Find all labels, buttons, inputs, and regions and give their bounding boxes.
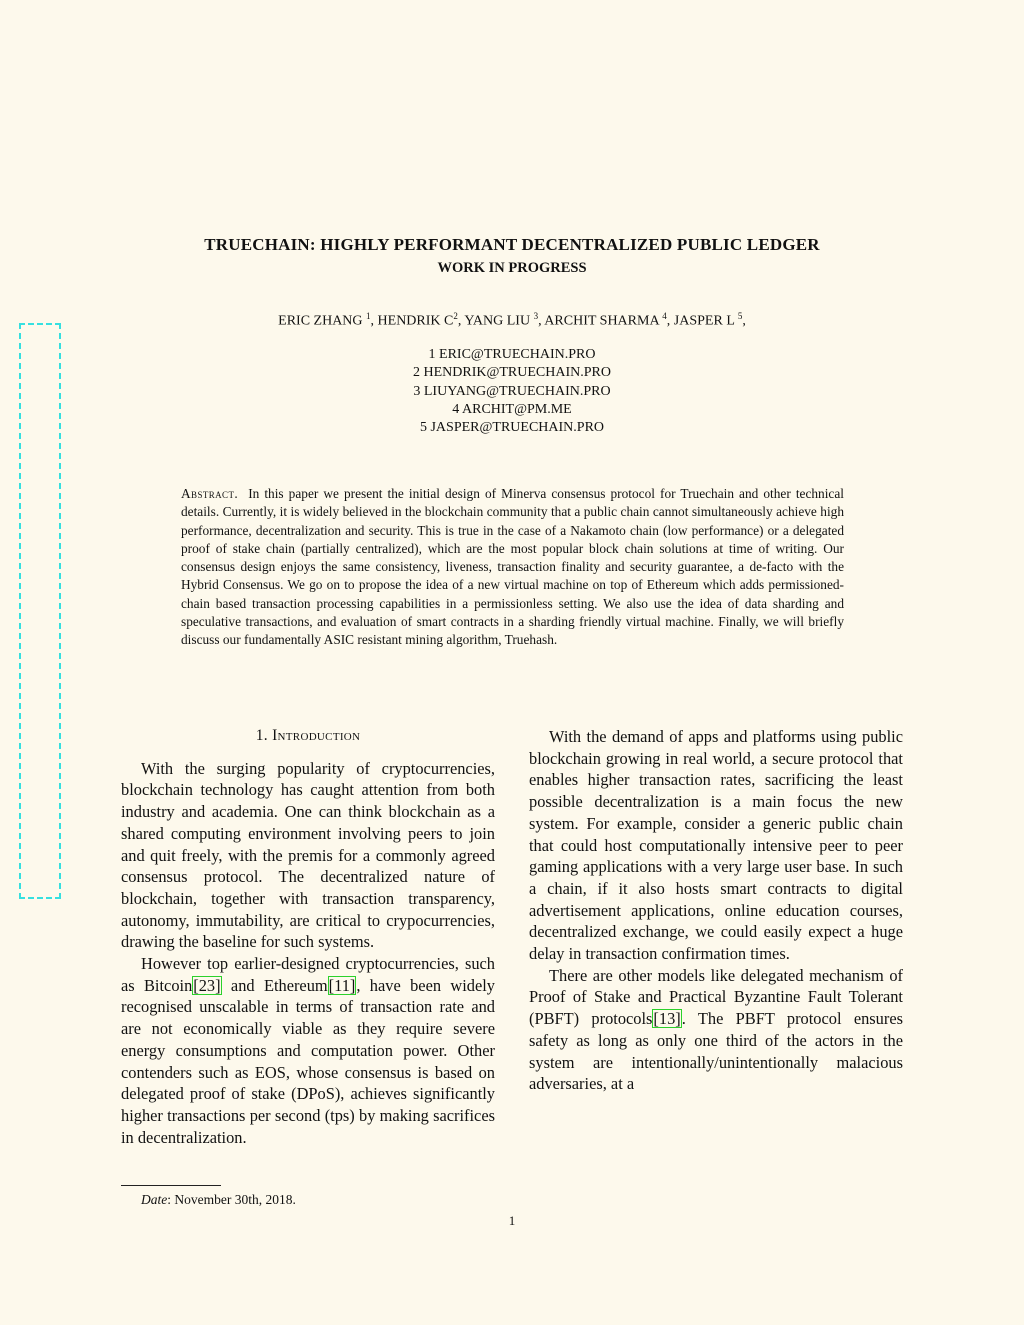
paragraph: With the surging popularity of cryptocurrencies, blockchain technology has caught attention from both industry and academia. One can think blockchain as a shared computing environment involving peers to join and quit freely, with the premis for a commonly agreed consensus protocol. The decentralized nature of blockchain, together with transaction transparency, autonomy, immutability, are critical to crypocurrencies, drawing the baseline for such systems. [121,758,495,952]
paper-title: TRUECHAIN: HIGHLY PERFORMANT DECENTRALIZED PUBLIC LEDGER [204,235,820,254]
author-mark: 2 [453,311,458,321]
author-mark: 4 [662,311,667,321]
footnote-rule [121,1185,221,1186]
author-name: , JASPER L [666,313,738,329]
abstract-text: In this paper we present the initial design of Minerva consensus protocol for Truechain and other technical details. Currently, it is widely believed in the blockchain community that a public chain cannot simultaneously achieve high performance, decentralization and security. This is true in the case of a Nakamoto chain (low performance) or a delegated proof of stake chain (partially centralized), which are the most popular block chain solutions at time of writing. Our consensus design enjoys the same consistency, liveness, transaction finality and security guarantee, a de-facto with the Hybrid Consensus. We go on to propose the idea of a new virtual machine on top of Ethereum which adds permissioned-chain based transaction processing capabilities in a permissionless setting. We also use the idea of data sharding and speculative transactions, and evaluation of smart contracts in a sharding friendly virtual machine. Finally, we will briefly discuss our fundamentally ASIC resistant mining algorithm, Truehash. [181,486,844,648]
abstract [181,485,844,650]
author-mark: 1 [366,311,371,321]
email-list [0,346,1024,437]
paragraph-text: There are other models like delegated mechanism of Proof of Stake and Practical Byzantine Fault Tolerant (PBFT) protocols [529,965,903,1029]
paragraph-text: However top earlier-designed cryptocurrencies, such as Bitcoin [121,954,495,995]
citation-link[interactable]: [23] [193,975,221,995]
email-line: 4 ARCHIT@PM.ME [452,401,572,417]
footnote-text: : November 30th, 2018. [167,1192,296,1207]
author-name: ERIC ZHANG [278,313,367,329]
author-name: , ARCHIT SHARMA [538,313,663,329]
author-mark: 5 [737,311,743,321]
author-list-tail: , [742,313,746,329]
author-name: , HENDRIK C [370,313,454,329]
email-line: 5 JASPER@TRUECHAIN.PRO [419,420,605,436]
paragraph-text: and Ethereum [221,975,328,995]
citation-link[interactable]: [11] [328,975,356,995]
left-column [121,725,495,1148]
paragraph [121,953,495,1148]
citation-link[interactable]: [13] [653,1009,681,1029]
email-line: 3 LIUYANG@TRUECHAIN.PRO [413,383,611,399]
footnote [141,1192,296,1208]
email-line: 2 HENDRIK@TRUECHAIN.PRO [412,365,611,381]
author-list [0,311,1024,330]
email-line: 1 ERIC@TRUECHAIN.PRO [428,347,596,362]
footnote-label: Date [141,1192,168,1207]
paragraph-text: . The PBFT protocol ensures safety as long as only one third of the actors in the system are intentionally/unintentionally malacious adversaries, at a [529,1009,903,1094]
author-mark: 3 [533,311,539,321]
paragraph-text: , have been widely recognised unscalable in terms of transaction rate and are not economically viable as they require severe energy consumptions and computation power. Other contenders such as EOS, whose consensus is based on delegated proof of stake (DPoS), achieves significantly higher transactions per second (tps) by making sacrifices in decentralization. [121,975,495,1147]
paragraph [529,965,903,1095]
paragraph: With the demand of apps and platforms using public blockchain growing in real world, a secure protocol that enables higher transaction rates, sacrificing the least possible decentralization is a main focus the new system. For example, consider a generic public chain that could host computationally intensive peer to peer gaming applications with a very large user base. In such a chain, if it also hosts smart contracts to digital advertisement applications, online education courses, decentralized exchange, we could easily expect a huge delay in transaction confirmation times. [529,727,903,964]
paper-subtitle: WORK IN PROGRESS [437,260,587,276]
section-heading: 1. Introduction [255,727,361,744]
author-name: , YANG LIU [457,313,534,329]
page-number: 1 [508,1213,516,1228]
abstract-label: Abstract. [181,486,239,501]
right-column [529,726,903,1095]
